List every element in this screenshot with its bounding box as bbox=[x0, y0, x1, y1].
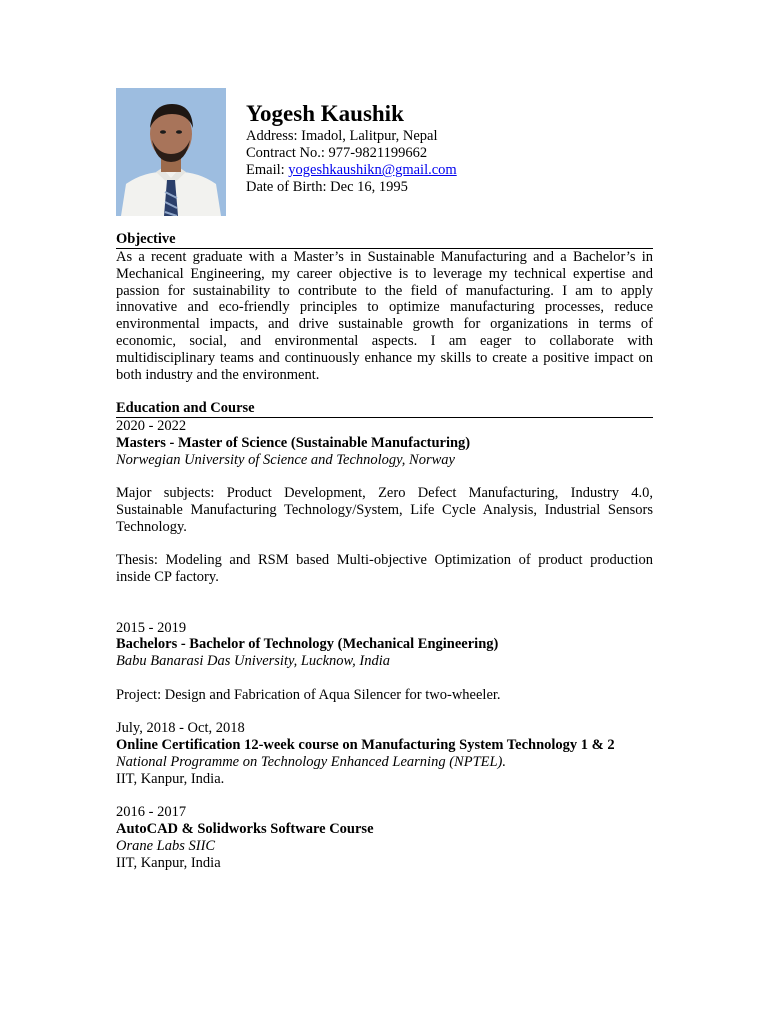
nptel-course: Online Certification 12-week course on Manufacturing System Technology 1 & 2 bbox=[116, 737, 615, 754]
objective-text: As a recent graduate with a Master’s in Sustainable Manufacturing and a Bachelor’s in Mechanical Engineering, my career objective is to leverage my technical expertise and passion for sustainability to contribute to the field of manufacturing. I am to apply innovative and eco-friendly principles to optimize manufacturing processes, reduce environmental impacts, and drive sustainable growth for organizations in terms of economic, social, and environmental aspects. I am eager to collaborate with multidisciplinary teams and continuously enhance my skills to create a positive impact on both industry and the environment. bbox=[116, 249, 653, 383]
objective-section bbox=[116, 231, 653, 383]
masters-years: 2020 - 2022 bbox=[116, 418, 187, 434]
profile-photo bbox=[116, 88, 226, 216]
masters-institution: Norwegian University of Science and Technology, Norway bbox=[116, 451, 455, 468]
masters-subjects: Major subjects: Product Development, Zero Defect Manufacturing, Industry 4.0, Sustainable Manufacturing Technology/System, Life Cycle Analysis, Industrial Sensors Technology. bbox=[116, 485, 653, 535]
masters-thesis: Thesis: Modeling and RSM based Multi-objective Optimization of product production inside CP factory. bbox=[116, 552, 653, 586]
date-of-birth-line: Date of Birth: Dec 16, 1995 bbox=[246, 179, 408, 195]
candidate-name: Yogesh Kaushik bbox=[246, 101, 404, 126]
masters-degree: Masters - Master of Science (Sustainable Manufacturing) bbox=[116, 434, 471, 451]
bachelors-entry bbox=[116, 620, 653, 704]
autocad-entry bbox=[116, 804, 653, 871]
contact-number-line: Contract No.: 977-9821199662 bbox=[246, 145, 428, 161]
autocad-years: 2016 - 2017 bbox=[116, 804, 187, 821]
nptel-programme: National Programme on Technology Enhanced Learning (NPTEL). bbox=[116, 753, 507, 770]
bachelors-degree: Bachelors - Bachelor of Technology (Mechanical Engineering) bbox=[116, 636, 499, 653]
nptel-years: July, 2018 - Oct, 2018 bbox=[116, 720, 245, 737]
bachelors-years: 2015 - 2019 bbox=[116, 619, 187, 636]
education-heading: Education and Course bbox=[116, 400, 653, 418]
email-line bbox=[246, 162, 646, 179]
email-label: Email: bbox=[246, 162, 289, 178]
autocad-location: IIT, Kanpur, India bbox=[116, 854, 221, 871]
education-section bbox=[116, 400, 653, 872]
email-link[interactable]: yogeshkaushikn@gmail.com bbox=[288, 162, 457, 178]
contact-header bbox=[246, 100, 646, 196]
portrait-image bbox=[116, 88, 226, 216]
nptel-entry bbox=[116, 720, 653, 787]
bachelors-institution: Babu Banarasi Das University, Lucknow, India bbox=[116, 653, 391, 670]
bachelors-project: Project: Design and Fabrication of Aqua Silencer for two-wheeler. bbox=[116, 686, 501, 703]
masters-entry bbox=[116, 418, 653, 586]
address-line: Address: Imadol, Lalitpur, Nepal bbox=[246, 128, 438, 144]
autocad-provider: Orane Labs SIIC bbox=[116, 837, 216, 854]
objective-heading: Objective bbox=[116, 231, 653, 249]
autocad-course: AutoCAD & Solidworks Software Course bbox=[116, 821, 374, 838]
nptel-location: IIT, Kanpur, India. bbox=[116, 770, 225, 787]
